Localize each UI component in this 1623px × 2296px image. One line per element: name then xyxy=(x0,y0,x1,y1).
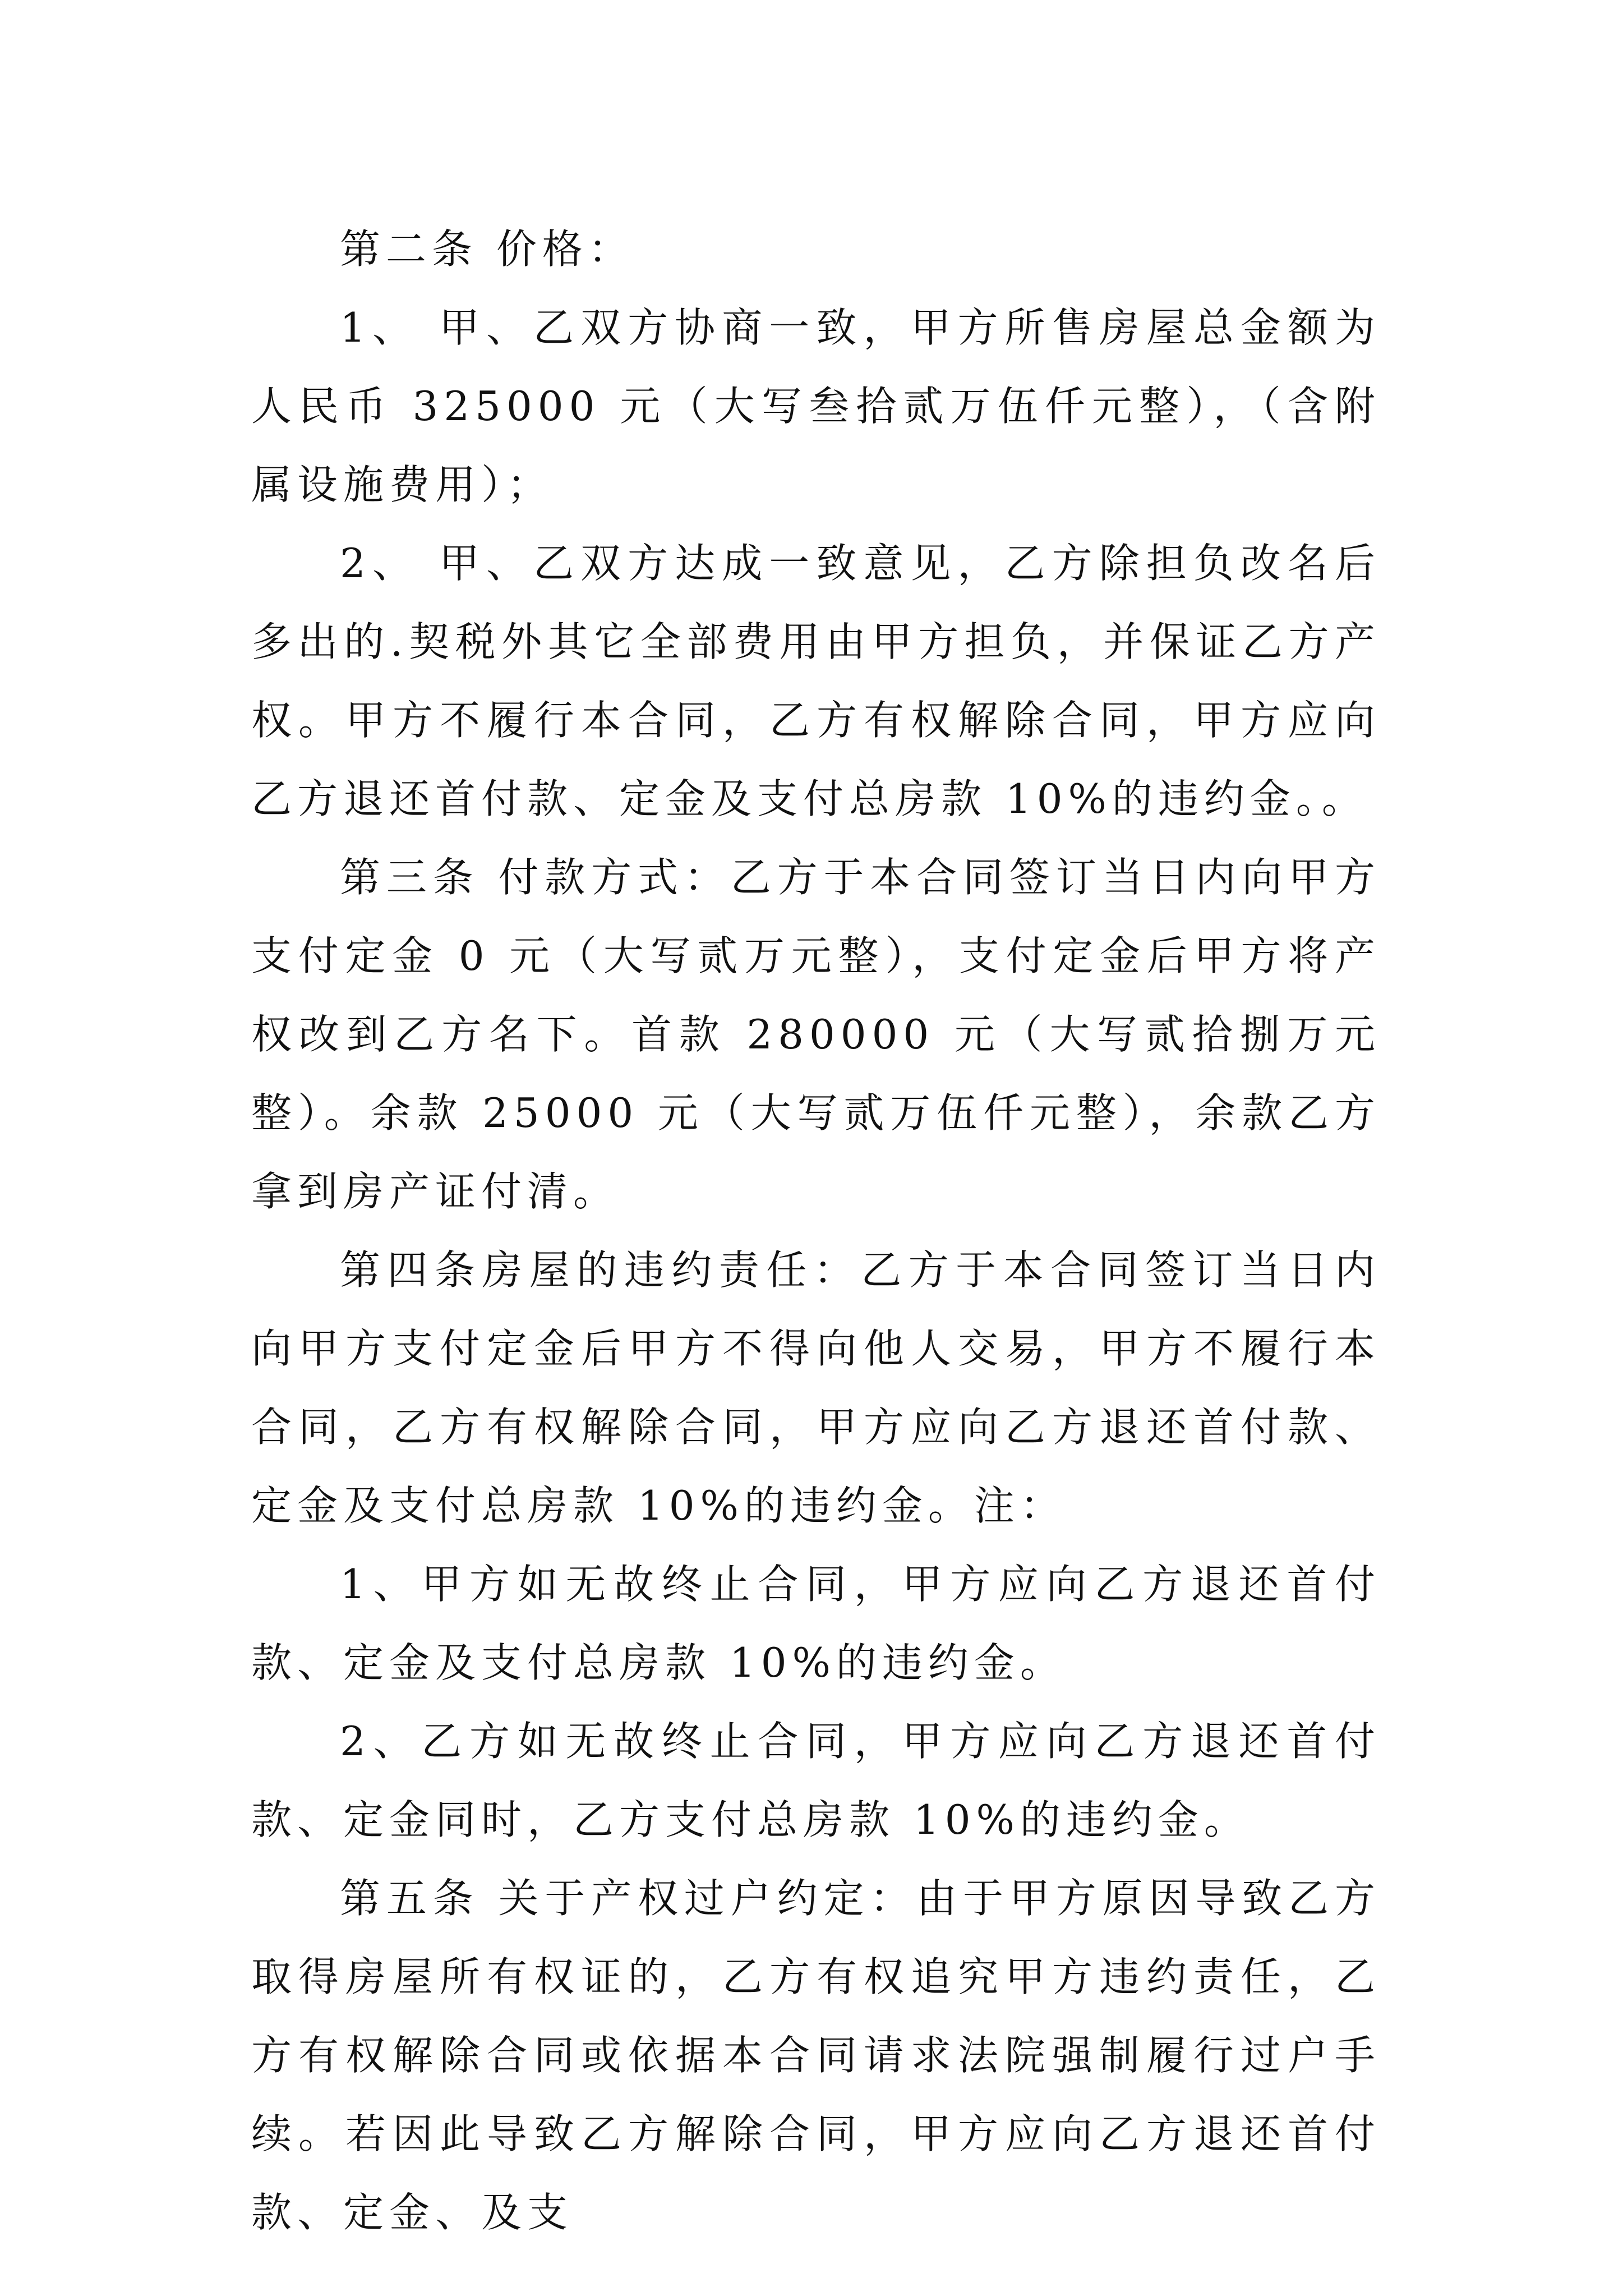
paragraph-text: 第三条 付款方式：乙方于本合同签订当日内向甲方支付定金 0 元（大写贰万元整），支付定金后甲方将产权改到乙方名下。首款 280000 元（大写贰拾捌万元整）。余款 25000 元（大写贰万伍仟元整），余款乙方拿到房产证付清。 xyxy=(251,854,1381,1215)
paragraph-text: 第四条房屋的违约责任：乙方于本合同签订当日内向甲方支付定金后甲方不得向他人交易，甲方不履行本合同，乙方有权解除合同，甲方应向乙方退还首付款、定金及支付总房款 10%的违约金。注： xyxy=(251,1246,1381,1529)
clause-4-note-2 xyxy=(251,1702,1381,1859)
paragraph-text: 第五条 关于产权过户约定：由于甲方原因导致乙方取得房屋所有权证的，乙方有权追究甲方违约责任，乙方有权解除合同或依据本合同请求法院强制履行过户手续。若因此导致乙方解除合同，甲方应向乙方退还首付款、定金、及支 xyxy=(251,1875,1381,2236)
clause-2-heading xyxy=(251,210,1381,288)
clause-3-payment xyxy=(251,838,1381,1231)
clause-2-item-2 xyxy=(251,524,1381,838)
clause-2-item-1 xyxy=(251,288,1381,524)
document-body xyxy=(251,210,1381,2252)
paragraph-text: 2、 甲、乙双方达成一致意见，乙方除担负改名后多出的.契税外其它全部费用由甲方担负，并保证乙方产权。甲方不履行本合同，乙方有权解除合同，甲方应向乙方退还首付款、定金及支付总房款 10%的违约金。。 xyxy=(251,540,1381,822)
clause-5-title-transfer xyxy=(251,1859,1381,2252)
clause-4-liability xyxy=(251,1231,1381,1545)
paragraph-text: 2、乙方如无故终止合同，甲方应向乙方退还首付款、定金同时，乙方支付总房款 10%的违约金。 xyxy=(251,1718,1381,1843)
clause-4-note-1 xyxy=(251,1545,1381,1702)
paragraph-text: 1、 甲、乙双方协商一致，甲方所售房屋总金额为人民币 325000 元（大写叁拾贰万伍仟元整），（含附属设施费用）； xyxy=(251,304,1381,508)
paragraph-text: 第二条 价格： xyxy=(340,226,634,273)
paragraph-text: 1、甲方如无故终止合同，甲方应向乙方退还首付款、定金及支付总房款 10%的违约金。 xyxy=(251,1561,1381,1686)
